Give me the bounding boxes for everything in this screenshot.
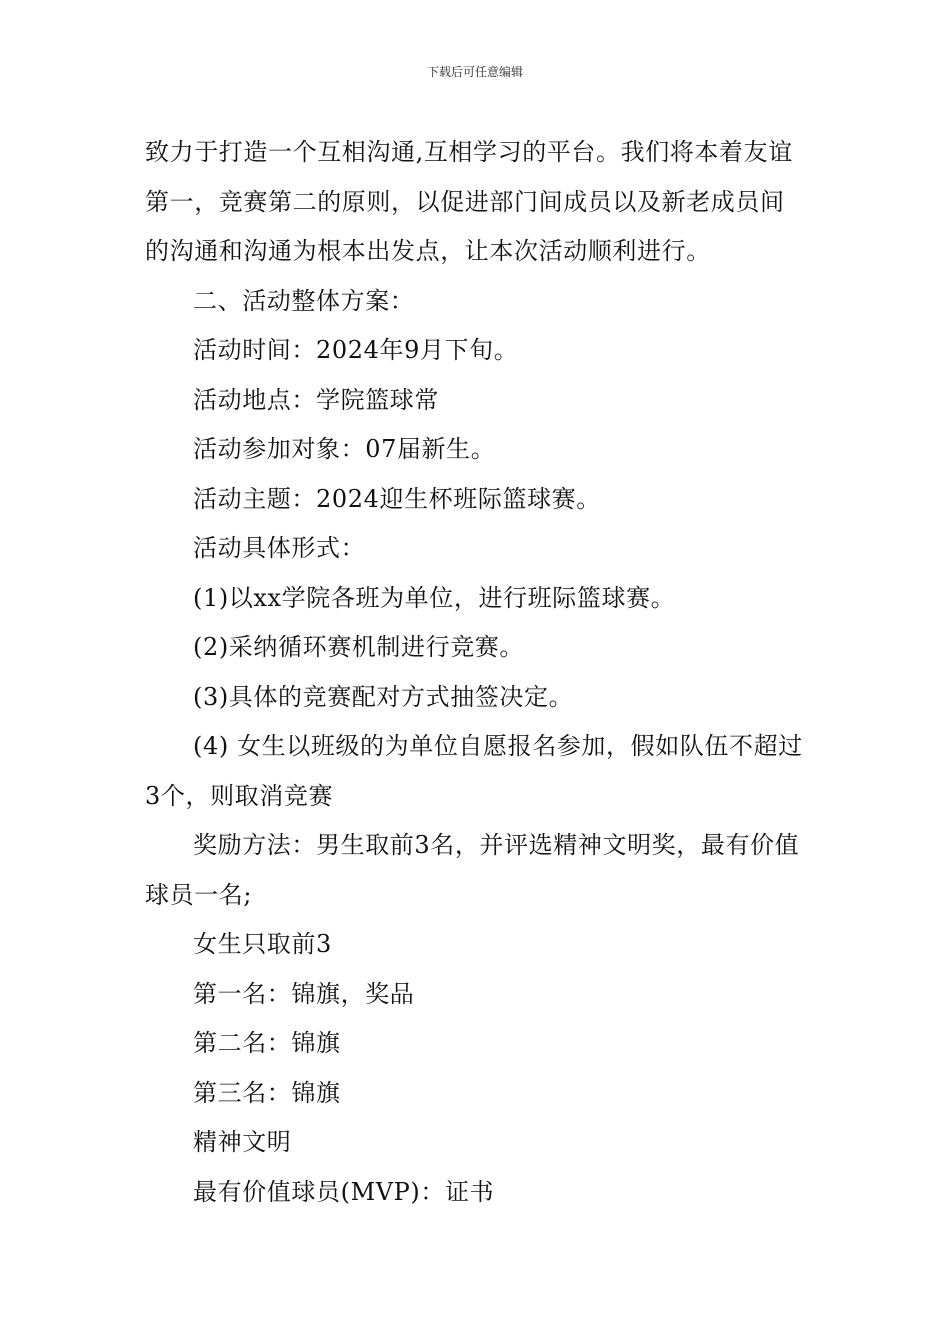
document-body: [145, 128, 807, 1217]
section-heading: 二、活动整体方案：: [193, 286, 415, 315]
award-first: 第一名：锦旗，奖品: [193, 979, 415, 1008]
list-item: (3)具体的竞赛配对方式抽签决定。: [193, 682, 574, 711]
paragraph-time: 活动时间：2024年9月下旬。: [193, 336, 519, 364]
paragraph-participants: 活动参加对象：07届新生。: [193, 435, 496, 463]
award-second: 第二名：锦旗: [193, 1029, 341, 1057]
paragraph-women-awards: 女生只取前3: [193, 930, 332, 958]
paragraph-intro: 致力于打造一个互相沟通,互相学习的平台。我们将本着友谊第一，竞赛第二的原则，以促进部门间成员以及新老成员间的沟通和沟通为根本出发点，让本次活动顺利进行。: [145, 138, 793, 265]
paragraph-awards: 奖励方法：男生取前3名，并评选精神文明奖，最有价值球员一名;: [145, 831, 800, 909]
paragraph-location: 活动地点：学院篮球常: [193, 385, 439, 414]
award-third: 第三名：锦旗: [193, 1078, 341, 1107]
list-item: (1)以xx学院各班为单位，进行班际篮球赛。: [193, 583, 676, 612]
list-item: (2)采纳循环赛机制进行竞赛。: [193, 633, 524, 661]
page-header: 下载后可任意编辑: [426, 65, 523, 79]
paragraph-format-heading: 活动具体形式：: [193, 534, 366, 562]
list-item: (4) 女生以班级的为单位自愿报名参加，假如队伍不超过3个，则取消竞赛: [145, 732, 803, 810]
award-spirit: 精神文明: [193, 1128, 292, 1156]
paragraph-theme: 活动主题：2024迎生杯班际篮球赛。: [193, 484, 601, 513]
award-mvp: 最有价值球员(MVP)：证书: [193, 1177, 495, 1206]
